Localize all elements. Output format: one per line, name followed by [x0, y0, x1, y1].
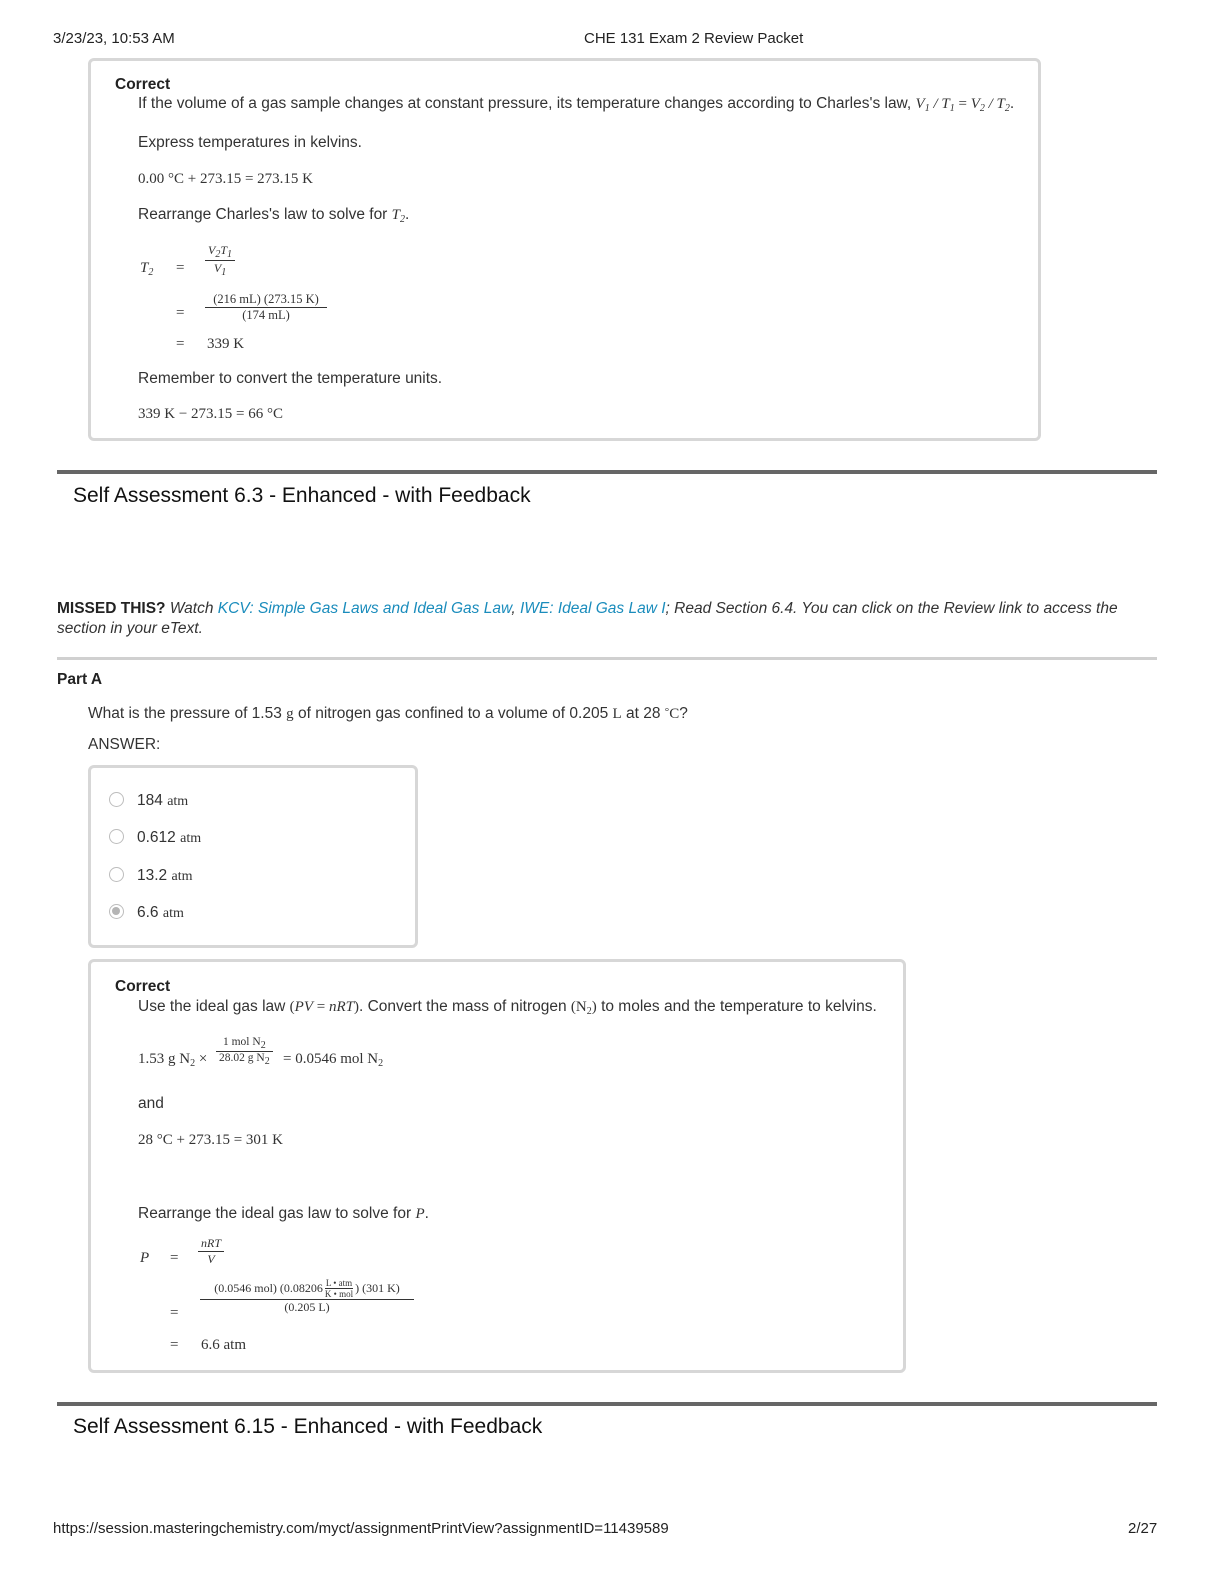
equation-kelvin-conversion: 0.00 °C + 273.15 = 273.15 K [138, 171, 314, 187]
option-label-1[interactable]: 184 atm [137, 792, 189, 809]
answer-label: ANSWER: [88, 736, 161, 753]
fraction-pressure-calc: (0.0546 mol) (0.08206 L • atm K • mol ) (301 K) (0.205 L) [200, 1278, 414, 1315]
equals-sign: = [170, 1337, 179, 1353]
missed-this-note: MISSED THIS? Watch KCV: Simple Gas Laws and Ideal Gas Law, IWE: Ideal Gas Law I; Read Section 6.4. You can click on the Review link to access the [57, 600, 1118, 617]
result-pressure: 6.6 atm [201, 1337, 246, 1353]
link-iwe-ideal-gas-law[interactable]: IWE: Ideal Gas Law I [519, 600, 666, 617]
mass-n2: 1.53 g $N_2$ × [138, 1051, 208, 1069]
document-title: CHE 131 Exam 2 Review Packet [584, 30, 804, 47]
page-number: 2/27 [1128, 1520, 1158, 1537]
var-t2: $T_2$ [140, 260, 154, 278]
radio-option-3[interactable] [109, 867, 124, 882]
var-p: P [140, 1250, 150, 1266]
section-divider [57, 1402, 1157, 1406]
part-divider [57, 657, 1157, 660]
section-title-6-3: Self Assessment 6.3 - Enhanced - with Feedback [73, 484, 531, 507]
equation-temp-kelvin: 28 °C + 273.15 = 301 K [138, 1132, 284, 1148]
question-text: What is the pressure of 1.53 g of nitrogen gas confined to a volume of 0.205 L at 28 °C? [88, 705, 688, 722]
correct-label: Correct [115, 76, 171, 93]
print-datetime: 3/23/23, 10:53 AM [53, 30, 175, 47]
step-express-kelvin: Express temperatures in kelvins. [138, 134, 362, 151]
step-convert-units: Remember to convert the temperature units. [138, 370, 443, 387]
equals-sign: = [176, 260, 185, 276]
fraction-v2t1-over-v1: $V_2T_1$ $V_1$ [205, 243, 235, 278]
option-label-4[interactable]: 6.6 atm [137, 904, 184, 921]
option-label-2[interactable]: 0.612 atm [137, 829, 202, 846]
section-title-6-15: Self Assessment 6.15 - Enhanced - with Feedback [73, 1415, 543, 1438]
part-a-label: Part A [57, 671, 103, 688]
fraction-molar-mass: 1 mol $N_2$ 28.02 g $N_2$ [216, 1036, 273, 1067]
step-rearrange: Rearrange Charles's law to solve for $T_2$. [138, 206, 410, 225]
section-divider [57, 470, 1157, 474]
option-label-3[interactable]: 13.2 atm [137, 867, 193, 884]
correct-label: Correct [115, 978, 171, 995]
missed-this-note-cont: section in your eText. [57, 620, 203, 637]
footer-url: https://session.masteringchemistry.com/myct/assignmentPrintView?assignmentID=11439589 [53, 1520, 669, 1537]
equation-final-celsius: 339 K − 273.15 = 66 °C [138, 406, 284, 422]
radio-option-4-selected[interactable] [109, 904, 124, 919]
equals-sign: = [170, 1250, 179, 1266]
equals-sign: = [176, 305, 185, 321]
feedback-intro: Use the ideal gas law (PV = nRT). Convert the mass of nitrogen $(N_2)$ to moles and the temperature to kelvins. [138, 998, 877, 1017]
equals-sign: = [176, 336, 185, 352]
radio-option-2[interactable] [109, 829, 124, 844]
radio-option-1[interactable] [109, 792, 124, 807]
fraction-nrt-over-v: nRT V [198, 1236, 224, 1267]
link-kcv-gas-laws[interactable]: KCV: Simple Gas Laws and Ideal Gas Law [217, 600, 512, 617]
step-rearrange-ideal: Rearrange the ideal gas law to solve for P. [138, 1205, 429, 1222]
and-text: and [138, 1095, 164, 1112]
moles-result: = 0.0546 mol $N_2$ [283, 1051, 384, 1069]
equals-sign: = [170, 1305, 179, 1321]
result-t2: 339 K [207, 336, 245, 352]
feedback-intro: If the volume of a gas sample changes at constant pressure, its temperature changes according to Charles's law, $V_1 / T_1 = V_2 / T_2$. [138, 95, 1015, 114]
fraction-charles-calc: (216 mL) (273.15 K) (174 mL) [205, 292, 327, 323]
